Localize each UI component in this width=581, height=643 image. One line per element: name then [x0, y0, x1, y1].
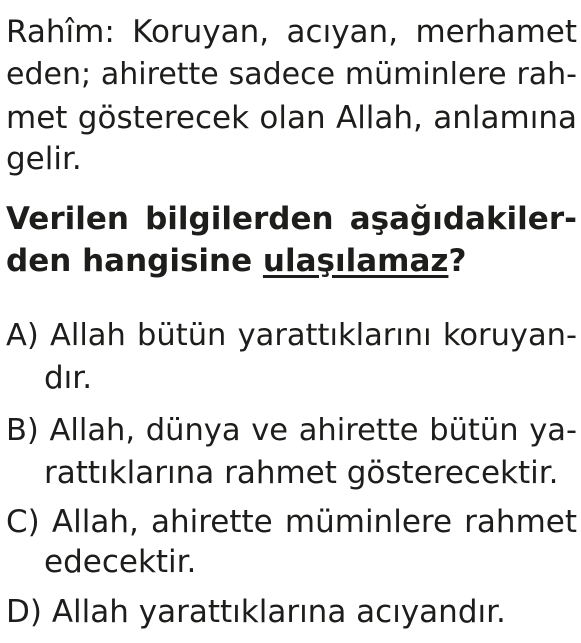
option-c-line-1[interactable] [6, 502, 577, 542]
option-a-text-1: Allah bütün yarattıklarını koruyan- [50, 318, 577, 353]
option-a-line-2[interactable]: dır. [44, 360, 93, 396]
definition-line-4: gelir. [6, 141, 82, 177]
option-d-text-1: Allah yarattıklarına acıyandır. [51, 594, 506, 630]
option-b-line-2[interactable]: rattıklarına rahmet gösterecektir. [44, 455, 559, 491]
option-a-line-1[interactable] [6, 316, 577, 356]
question-line-1: Verilen bilgilerden aşağıdakiler- [6, 201, 577, 237]
definition-line-3: met gösterecek olan Allah, anlamına [6, 100, 577, 136]
option-c-text-1: Allah, ahirette müminlere rahmet [51, 504, 577, 540]
question-line-2 [6, 241, 577, 281]
definition-line-2: eden; ahirette sadece müminlere rah- [6, 57, 577, 92]
option-c-line-2[interactable]: edecektir. [44, 544, 197, 580]
question-keyword: ulaşılamaz [262, 243, 449, 279]
option-b-letter: B) [6, 413, 39, 448]
option-d-line-1[interactable] [6, 592, 577, 632]
option-d-letter: D) [6, 594, 42, 630]
option-c-letter: C) [6, 504, 40, 540]
option-b-text-1: Allah, dünya ve ahirette bütün ya- [49, 413, 577, 448]
option-a-letter: A) [6, 318, 39, 353]
option-b-line-1[interactable] [6, 411, 577, 451]
question-prefix: den hangisine [6, 243, 263, 279]
question-mark: ? [448, 243, 467, 279]
definition-line-1: Rahîm: Koruyan, acıyan, merhamet [6, 14, 577, 50]
